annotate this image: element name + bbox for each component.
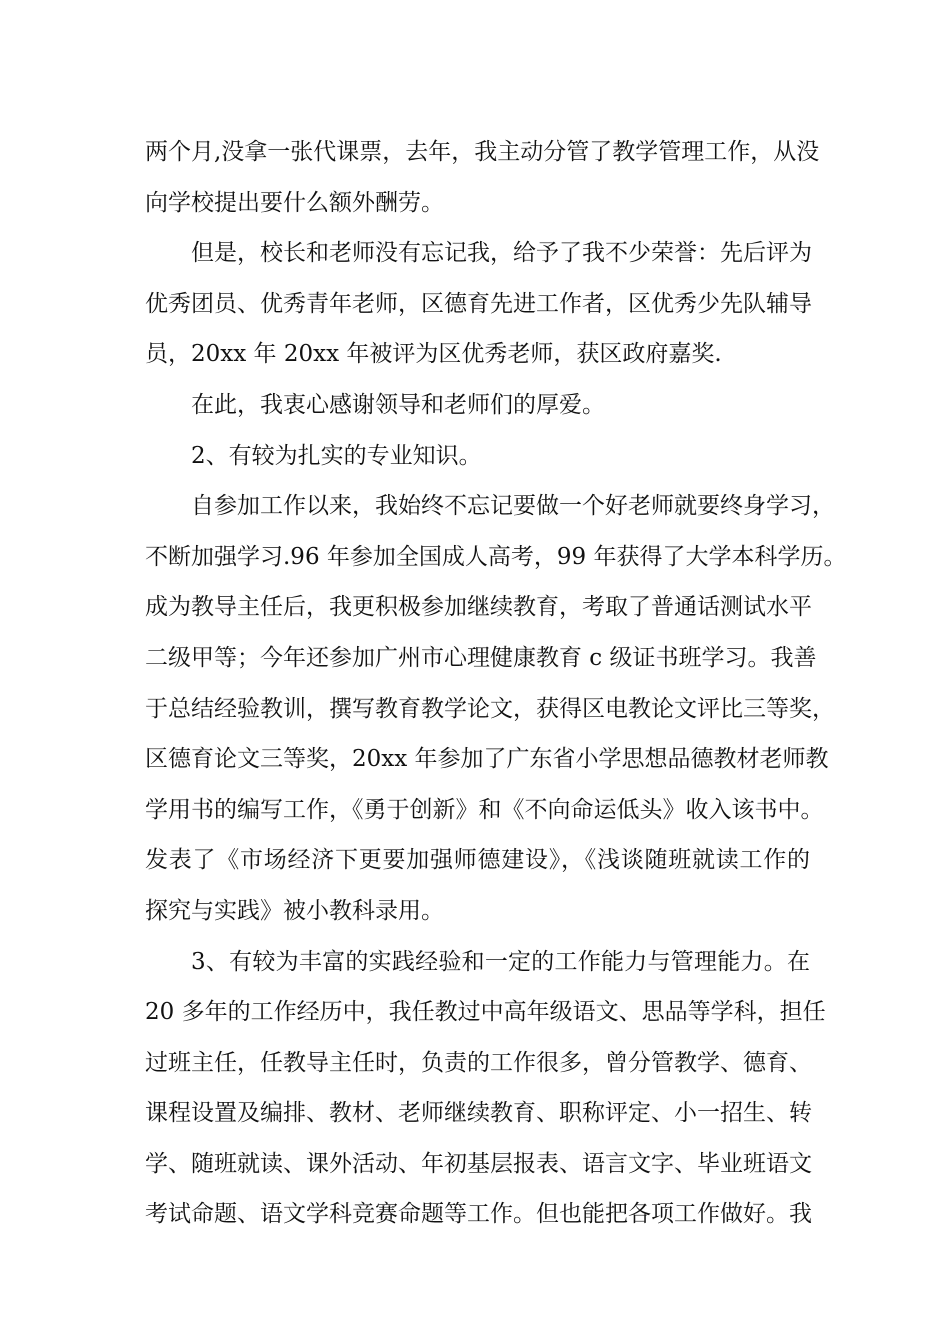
text-line: 考试命题、语文学科竞赛命题等工作。但也能把各项工作做好。我	[145, 1201, 812, 1228]
text-line: 不断加强学习.96 年参加全国成人高考，99 年获得了大学本科学历。	[145, 543, 847, 570]
text-line: 自参加工作以来，我始终不忘记要做一个好老师就要终身学习，	[191, 493, 835, 520]
text-line: 但是，校长和老师没有忘记我，给予了我不少荣誉：先后评为	[191, 240, 812, 267]
text-line: 20 多年的工作经历中，我任教过中高年级语文、思品等学科，担任	[145, 999, 826, 1026]
text-line: 员，20xx 年 20xx 年被评为区优秀老师，获区政府嘉奖.	[145, 341, 722, 368]
text-line: 过班主任，任教导主任时，负责的工作很多，曾分管教学、德育、	[145, 1049, 812, 1076]
text-line: 课程设置及编排、教材、老师继续教育、职称评定、小一招生、转	[145, 1100, 812, 1127]
text-line: 学用书的编写工作，《勇于创新》和《不向命运低头》收入该书中。	[145, 796, 824, 823]
text-line: 区德育论文三等奖，20xx 年参加了广东省小学思想品德教材老师教	[145, 746, 829, 773]
text-line: 探究与实践》被小教科录用。	[145, 897, 444, 924]
text-line: 在此，我衷心感谢领导和老师们的厚爱。	[191, 391, 605, 418]
text-line: 3、有较为丰富的实践经验和一定的工作能力与管理能力。在	[191, 948, 810, 975]
text-line: 两个月,没拿一张代课票，去年，我主动分管了教学管理工作，从没	[145, 139, 820, 165]
text-line: 发表了《市场经济下更要加强师德建设》，《浅谈随班就读工作的	[145, 847, 810, 874]
text-line: 向学校提出要什么额外酬劳。	[145, 189, 444, 216]
text-line: 学、随班就读、课外活动、年初基层报表、语言文字、毕业班语文	[145, 1150, 812, 1177]
text-line: 于总结经验教训，撰写教育教学论文，获得区电教论文评比三等奖，	[145, 695, 835, 722]
document-body	[145, 127, 847, 1240]
text-line: 成为教导主任后，我更积极参加继续教育，考取了普通话测试水平	[145, 594, 812, 621]
text-line: 二级甲等；今年还参加广州市心理健康教育 c 级证书班学习。我善	[145, 644, 817, 671]
text-line: 2、有较为扎实的专业知识。	[191, 442, 482, 469]
text-line: 优秀团员、优秀青年老师，区德育先进工作者，区优秀少先队辅导	[145, 290, 812, 317]
